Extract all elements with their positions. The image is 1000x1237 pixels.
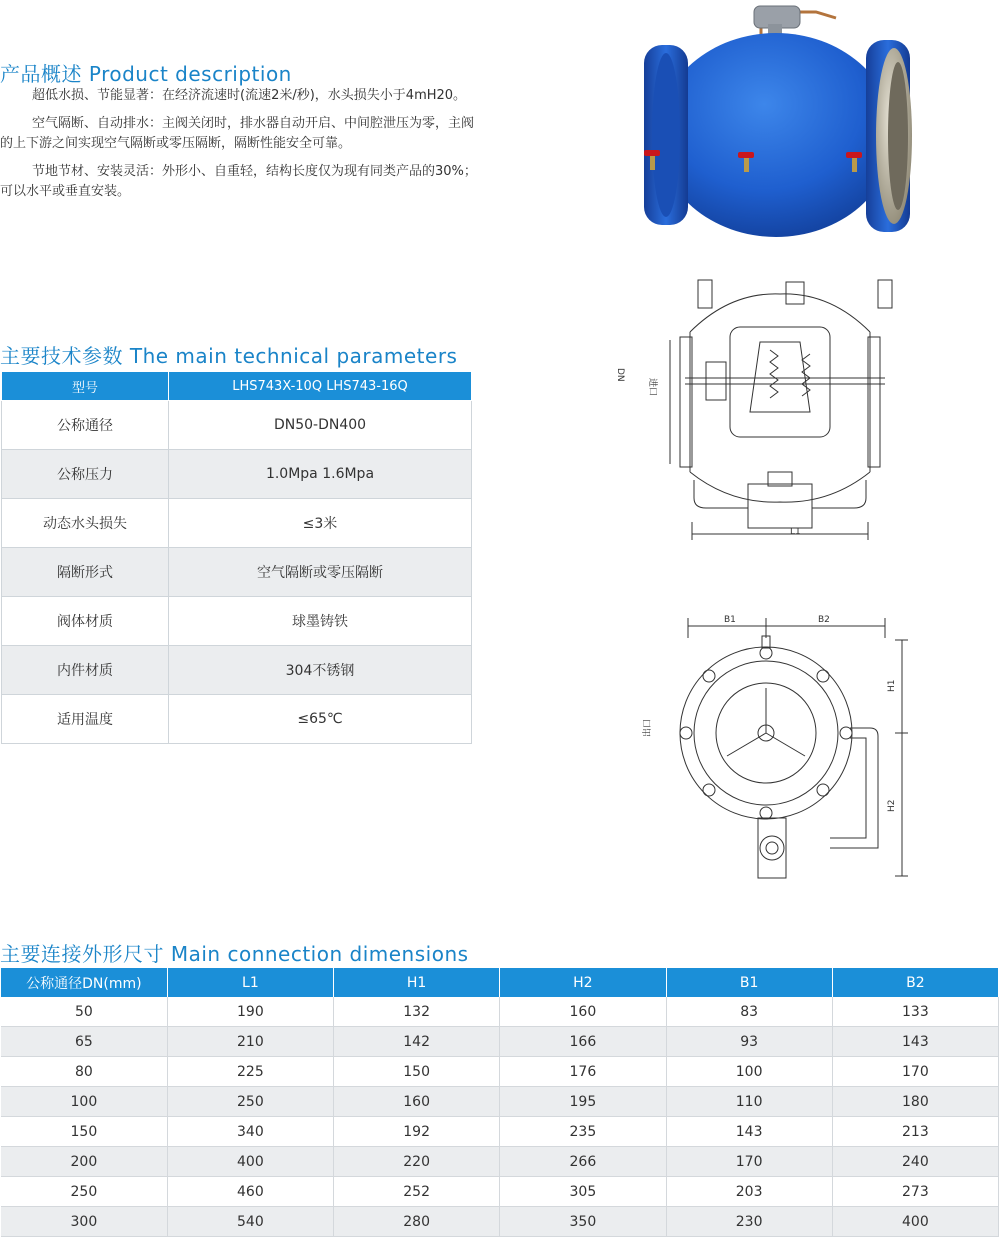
table-row: [1, 1207, 999, 1237]
cell: 350: [500, 1207, 666, 1237]
cell: 170: [666, 1147, 832, 1177]
h2-label: H2: [887, 799, 897, 812]
param-value: 304不锈钢: [169, 646, 472, 695]
cell: 170: [832, 1057, 998, 1087]
dimensions-heading: 主要连接外形尺寸 Main connection dimensions: [0, 942, 469, 966]
inlet-label: 进口: [647, 378, 657, 397]
cell: 460: [167, 1177, 333, 1207]
cell: 132: [334, 997, 500, 1027]
param-label: 阀体材质: [2, 597, 169, 646]
cell: 250: [167, 1087, 333, 1117]
params-row: [2, 695, 472, 744]
l1-label: L1: [790, 527, 801, 537]
dimensions-table: [1, 968, 999, 1237]
column-header: 公称通径DN(mm): [1, 968, 167, 997]
cell: 210: [167, 1027, 333, 1057]
column-header: L1: [167, 968, 333, 997]
cell: 220: [334, 1147, 500, 1177]
param-value: ≤65℃: [169, 695, 472, 744]
feature-paragraph-1: 超低水损、节能显著：在经济流速时(流速2米/秒)，水头损失小于4mH20。: [32, 88, 467, 103]
cell: 273: [832, 1177, 998, 1207]
cell: 400: [832, 1207, 998, 1237]
cell: 400: [167, 1147, 333, 1177]
cell: 176: [500, 1057, 666, 1087]
cell: 83: [666, 997, 832, 1027]
cell: 240: [832, 1147, 998, 1177]
feature-paragraph-3: 节地节材、安装灵活：外形小、自重轻，结构长度仅为现有同类产品的30%；可以水平或垂直安装。: [0, 164, 477, 199]
param-label: 公称压力: [2, 450, 169, 499]
cell: 100: [1, 1087, 167, 1117]
table-row: [1, 1117, 999, 1147]
cell: 266: [500, 1147, 666, 1177]
valve-end-view-drawing: [640, 608, 910, 893]
param-label: 适用温度: [2, 695, 169, 744]
cell: 180: [832, 1087, 998, 1117]
cell: 166: [500, 1027, 666, 1057]
cell: 190: [167, 997, 333, 1027]
cell: 65: [1, 1027, 167, 1057]
params-row: [2, 499, 472, 548]
cell: 192: [334, 1117, 500, 1147]
cell: 160: [500, 997, 666, 1027]
param-label: 内件材质: [2, 646, 169, 695]
valve-photo: [636, 0, 916, 240]
param-label: 动态水头损失: [2, 499, 169, 548]
params-table: [1, 371, 472, 744]
param-value: 1.0Mpa 1.6Mpa: [169, 450, 472, 499]
cell: 340: [167, 1117, 333, 1147]
param-value: 空气隔断或零压隔断: [169, 548, 472, 597]
param-value: 球墨铸铁: [169, 597, 472, 646]
column-header: B2: [832, 968, 998, 997]
table-row: [1, 1057, 999, 1087]
param-label: 隔断形式: [2, 548, 169, 597]
cell: 203: [666, 1177, 832, 1207]
cell: 150: [334, 1057, 500, 1087]
dn-label: DN: [615, 368, 625, 382]
h1-label: H1: [887, 679, 897, 692]
cell: 110: [666, 1087, 832, 1117]
cell: 200: [1, 1147, 167, 1177]
cell: 143: [832, 1027, 998, 1057]
column-header: H1: [334, 968, 500, 997]
column-header: B1: [666, 968, 832, 997]
cell: 235: [500, 1117, 666, 1147]
params-header-label: 型号: [2, 372, 169, 401]
cell: 300: [1, 1207, 167, 1237]
table-row: [1, 1087, 999, 1117]
table-row: [1, 1027, 999, 1057]
cell: 143: [666, 1117, 832, 1147]
cell: 213: [832, 1117, 998, 1147]
cell: 80: [1, 1057, 167, 1087]
cell: 133: [832, 997, 998, 1027]
b1-label: B1: [724, 615, 736, 625]
param-value: DN50-DN400: [169, 401, 472, 450]
table-row: [1, 1147, 999, 1177]
feature-paragraph-2: 空气隔断、自动排水：主阀关闭时，排水器自动开启、中间腔泄压为零，主阀的上下游之间实现空气隔断或零压隔断，隔断性能安全可靠。: [0, 116, 475, 151]
params-row: [2, 401, 472, 450]
params-row: [2, 646, 472, 695]
params-row: [2, 548, 472, 597]
valve-section-drawing: [615, 272, 910, 547]
cell: 150: [1, 1117, 167, 1147]
params-row: [2, 597, 472, 646]
column-header: H2: [500, 968, 666, 997]
cell: 305: [500, 1177, 666, 1207]
product-heading: 产品概述 Product description: [0, 62, 292, 86]
cell: 50: [1, 997, 167, 1027]
cell: 250: [1, 1177, 167, 1207]
cell: 540: [167, 1207, 333, 1237]
table-row: [1, 997, 999, 1027]
cell: 252: [334, 1177, 500, 1207]
params-heading: 主要技术参数 The main technical parameters: [0, 344, 458, 368]
param-value: ≤3米: [169, 499, 472, 548]
params-row: [2, 450, 472, 499]
param-label: 公称通径: [2, 401, 169, 450]
cell: 100: [666, 1057, 832, 1087]
params-header-value: LHS743X-10Q LHS743-16Q: [169, 372, 472, 401]
cell: 93: [666, 1027, 832, 1057]
table-row: [1, 1177, 999, 1207]
product-description: [0, 86, 478, 210]
cell: 160: [334, 1087, 500, 1117]
cell: 225: [167, 1057, 333, 1087]
outlet-label: 出口: [643, 718, 653, 737]
b2-label: B2: [818, 615, 830, 625]
cell: 195: [500, 1087, 666, 1117]
dimensions-header-row: [1, 968, 999, 997]
params-header-row: [2, 372, 472, 401]
cell: 230: [666, 1207, 832, 1237]
cell: 280: [334, 1207, 500, 1237]
cell: 142: [334, 1027, 500, 1057]
